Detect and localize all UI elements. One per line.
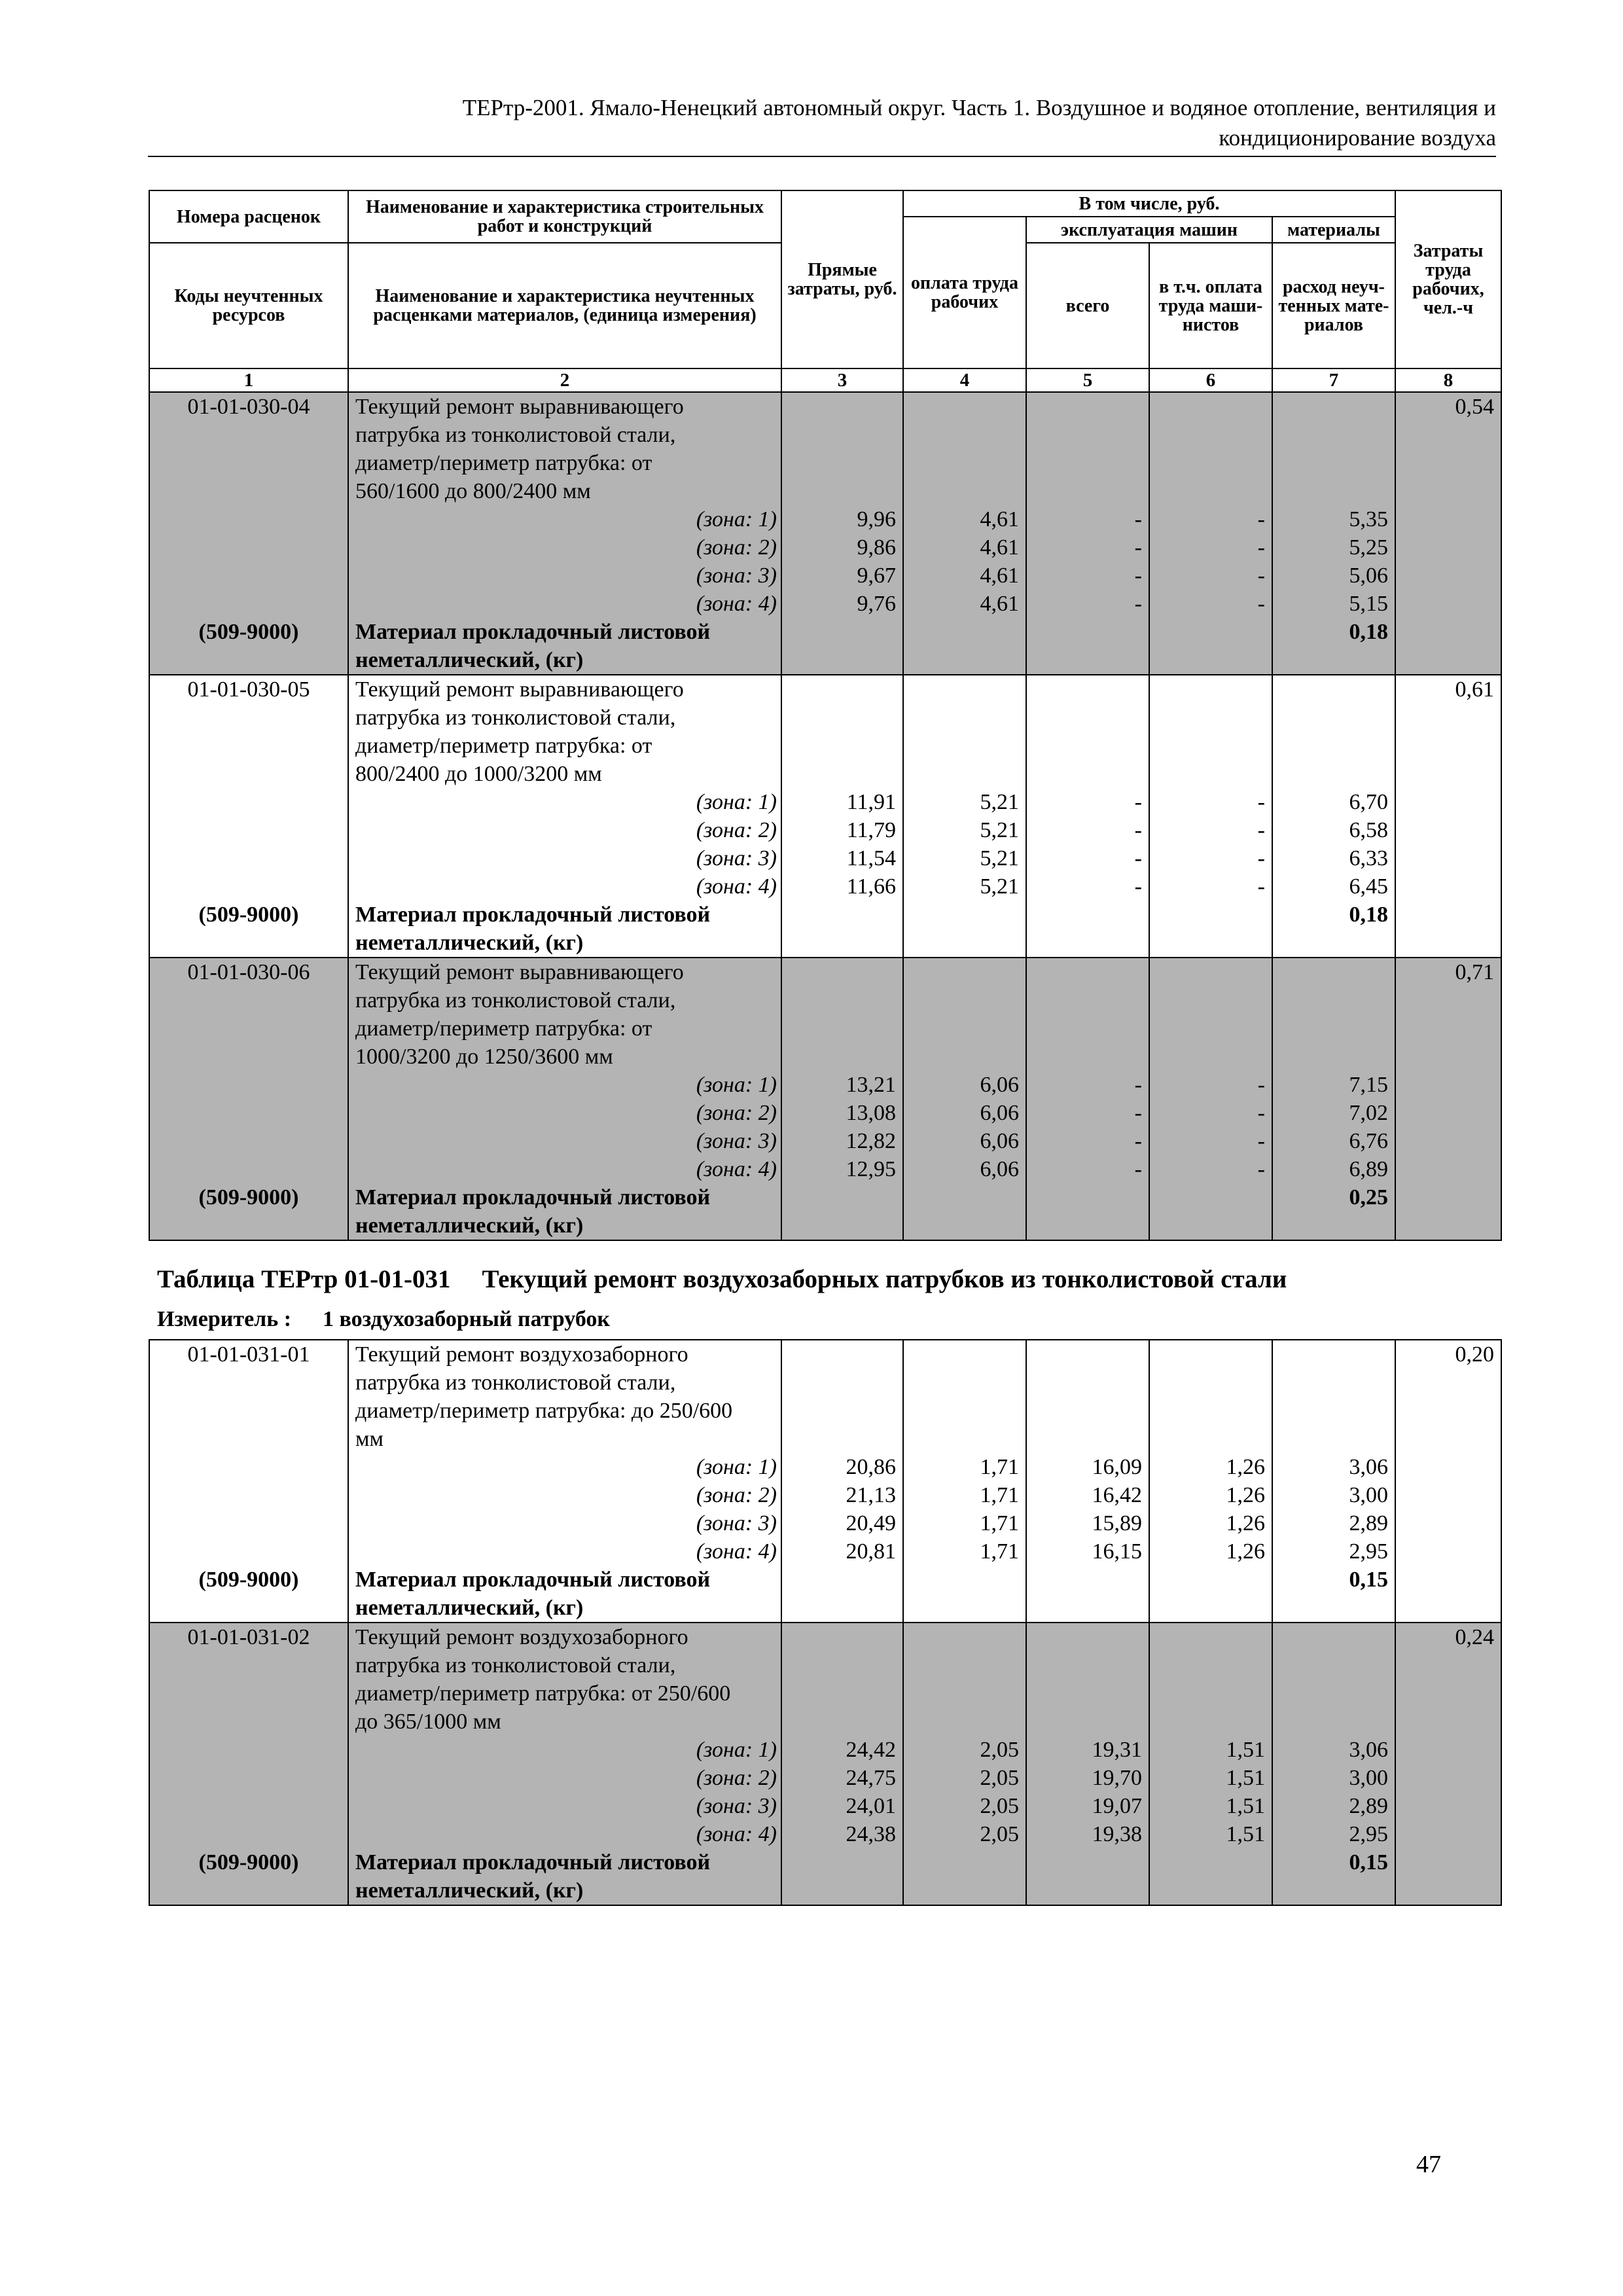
rate-code-cell xyxy=(149,675,348,958)
machinist-pay-cell xyxy=(1149,675,1272,958)
rate-description-cell xyxy=(348,1623,781,1905)
machinist-pay-value: - xyxy=(1257,1129,1265,1153)
description-line: 1000/3200 до 1250/3600 мм xyxy=(355,1045,613,1069)
worker-pay-value: 1,71 xyxy=(980,1539,1019,1564)
labor-value: 0,71 xyxy=(1455,960,1494,984)
direct-cost-value: 9,96 xyxy=(857,507,896,531)
materials-value: 6,45 xyxy=(1349,874,1388,899)
worker-pay-cell xyxy=(903,1340,1026,1623)
machinist-pay-value: - xyxy=(1257,1073,1265,1097)
material-name-line: неметаллический, (кг) xyxy=(355,931,584,955)
total-header: всего xyxy=(1026,243,1149,368)
zone-label: (зона: 1) xyxy=(696,1455,777,1479)
materials-value: 6,58 xyxy=(1349,818,1388,842)
zone-label: (зона: 1) xyxy=(696,790,777,814)
zone-label: (зона: 4) xyxy=(696,1157,777,1181)
direct-cost-value: 13,08 xyxy=(846,1101,896,1125)
worker-pay-value: 4,61 xyxy=(980,507,1019,531)
material-name-line: Материал прокладочный листовой xyxy=(355,620,711,644)
materials-cell xyxy=(1272,958,1395,1240)
material-name-line: неметаллический, (кг) xyxy=(355,1596,584,1620)
material-code: (509-9000) xyxy=(198,903,299,927)
worker-pay-value: 2,05 xyxy=(980,1822,1019,1846)
unaccounted-materials-header: расход неуч-тенных мате-риалов xyxy=(1272,243,1395,368)
direct-cost-value: 12,95 xyxy=(846,1157,896,1181)
machinist-pay-value: 1,26 xyxy=(1226,1511,1265,1535)
materials-value: 2,95 xyxy=(1349,1539,1388,1564)
materials-value: 2,95 xyxy=(1349,1822,1388,1846)
description-line: Текущий ремонт выравнивающего xyxy=(355,395,684,419)
materials-value: 6,33 xyxy=(1349,846,1388,870)
materials-cell xyxy=(1272,1340,1395,1623)
worker-pay-value: 4,61 xyxy=(980,592,1019,616)
machines-total-value: - xyxy=(1134,846,1142,870)
machine-operation-header: эксплуатация машин xyxy=(1026,217,1272,243)
worker-pay-cell xyxy=(903,392,1026,675)
worker-pay-value: 2,05 xyxy=(980,1766,1019,1790)
machinist-pay-value: - xyxy=(1257,846,1265,870)
machines-total-value: - xyxy=(1134,592,1142,616)
description-line: Текущий ремонт воздухозаборного xyxy=(355,1625,688,1649)
table-title: Текущий ремонт воздухозаборных патрубков из тонколистовой стали xyxy=(482,1265,1287,1293)
table-body xyxy=(149,1340,1501,1905)
material-name-line: неметаллический, (кг) xyxy=(355,648,584,672)
worker-pay-value: 1,71 xyxy=(980,1455,1019,1479)
machinist-pay-value: 1,26 xyxy=(1226,1483,1265,1507)
direct-cost-value: 20,49 xyxy=(846,1511,896,1535)
description-line: патрубка из тонколистовой стали, xyxy=(355,1653,676,1677)
description-line: 800/2400 до 1000/3200 мм xyxy=(355,762,602,786)
price-numbers-header: Номера расценок xyxy=(149,190,348,243)
rate-code-cell xyxy=(149,392,348,675)
machinist-pay-value: - xyxy=(1257,1101,1265,1125)
rate-description-cell xyxy=(348,1340,781,1623)
material-name-header: Наименование и характеристика неучтенных расценками материалов, (единица измерения) xyxy=(348,243,781,368)
materials-cell xyxy=(1272,392,1395,675)
description-line: патрубка из тонколистовой стали, xyxy=(355,423,676,447)
direct-cost-value: 12,82 xyxy=(846,1129,896,1153)
zone-label: (зона: 2) xyxy=(696,535,777,560)
table-row xyxy=(149,1623,1501,1905)
col-number: 1 xyxy=(149,368,348,392)
table-row xyxy=(149,675,1501,958)
table-body xyxy=(149,392,1501,1240)
machines-total-value: 16,15 xyxy=(1092,1539,1142,1564)
materials-value: 3,00 xyxy=(1349,1483,1388,1507)
material-name-line: Материал прокладочный листовой xyxy=(355,903,711,927)
labor-cell xyxy=(1395,675,1501,958)
worker-pay-cell xyxy=(903,1623,1026,1905)
col-number: 2 xyxy=(348,368,781,392)
direct-cost-value: 24,42 xyxy=(846,1738,896,1762)
column-numbers-row xyxy=(149,368,1501,392)
page-header xyxy=(148,93,1496,153)
machines-total-value: - xyxy=(1134,1157,1142,1181)
direct-cost-value: 13,21 xyxy=(846,1073,896,1097)
materials-value: 7,15 xyxy=(1349,1073,1388,1097)
materials-value: 2,89 xyxy=(1349,1511,1388,1535)
rate-code: 01-01-031-02 xyxy=(187,1625,310,1649)
section-title xyxy=(157,1265,1318,1294)
material-code: (509-9000) xyxy=(198,620,299,644)
machinist-pay-value: 1,51 xyxy=(1226,1738,1265,1762)
col-number: 5 xyxy=(1026,368,1149,392)
machinist-pay-value: - xyxy=(1257,790,1265,814)
labor-value: 0,20 xyxy=(1455,1342,1494,1367)
table-row xyxy=(149,958,1501,1240)
material-name-line: Материал прокладочный листовой xyxy=(355,1185,711,1210)
zone-label: (зона: 3) xyxy=(696,1129,777,1153)
description-line: диаметр/периметр патрубка: от xyxy=(355,451,652,475)
zone-label: (зона: 4) xyxy=(696,874,777,899)
rate-code: 01-01-030-04 xyxy=(187,395,310,419)
direct-cost-value: 20,81 xyxy=(846,1539,896,1564)
worker-pay-value: 6,06 xyxy=(980,1073,1019,1097)
machinist-pay-cell xyxy=(1149,392,1272,675)
direct-costs-cell xyxy=(781,958,903,1240)
resource-codes-header: Коды неучтенных ресурсов xyxy=(149,243,348,368)
machines-total-cell xyxy=(1026,958,1149,1240)
table-header xyxy=(149,190,1501,392)
material-code: (509-9000) xyxy=(198,1850,299,1874)
rates-table-031 xyxy=(149,1339,1502,1906)
worker-pay-value: 6,06 xyxy=(980,1101,1019,1125)
worker-pay-value: 6,06 xyxy=(980,1129,1019,1153)
direct-costs-cell xyxy=(781,392,903,675)
page-number: 47 xyxy=(1416,2151,1441,2178)
machinist-pay-header: в т.ч. оплата труда маши-нистов xyxy=(1149,243,1272,368)
rate-code: 01-01-030-05 xyxy=(187,677,310,702)
labor-value: 0,61 xyxy=(1455,677,1494,702)
materials-value: 5,25 xyxy=(1349,535,1388,560)
material-name-line: Материал прокладочный листовой xyxy=(355,1850,711,1874)
rate-code: 01-01-031-01 xyxy=(187,1342,310,1367)
machines-total-value: 19,31 xyxy=(1092,1738,1142,1762)
labor-costs-header: Затраты труда рабочих, чел.-ч xyxy=(1395,190,1501,368)
zone-label: (зона: 2) xyxy=(696,1101,777,1125)
header-line-1: ТЕРтр-2001. Ямало-Ненецкий автономный округ. Часть 1. Воздушное и водяное отопление, вентиляция и xyxy=(462,95,1496,120)
machinist-pay-cell xyxy=(1149,1623,1272,1905)
direct-cost-value: 11,79 xyxy=(846,818,896,842)
direct-cost-value: 9,76 xyxy=(857,592,896,616)
machinist-pay-value: 1,51 xyxy=(1226,1794,1265,1818)
labor-cell xyxy=(1395,1623,1501,1905)
meter-label: Измеритель : xyxy=(157,1307,292,1331)
worker-pay-value: 2,05 xyxy=(980,1738,1019,1762)
worker-pay-value: 4,61 xyxy=(980,564,1019,588)
zone-label: (зона: 3) xyxy=(696,1794,777,1818)
description-line: Текущий ремонт выравнивающего xyxy=(355,677,684,702)
table-id: Таблица ТЕРтр 01-01-031 xyxy=(157,1265,451,1293)
col-number: 7 xyxy=(1272,368,1395,392)
machines-total-value: - xyxy=(1134,1101,1142,1125)
rate-code-cell xyxy=(149,1623,348,1905)
labor-cell xyxy=(1395,1340,1501,1623)
materials-value: 3,06 xyxy=(1349,1455,1388,1479)
worker-pay-value: 2,05 xyxy=(980,1794,1019,1818)
machines-total-value: 19,07 xyxy=(1092,1794,1142,1818)
materials-value: 7,02 xyxy=(1349,1101,1388,1125)
description-line: до 365/1000 мм xyxy=(355,1710,501,1734)
worker-pay-value: 5,21 xyxy=(980,818,1019,842)
material-qty: 0,25 xyxy=(1349,1185,1388,1210)
machines-total-value: 16,42 xyxy=(1092,1483,1142,1507)
description-line: диаметр/периметр патрубка: от xyxy=(355,1016,652,1041)
rate-description-cell xyxy=(348,958,781,1240)
header-rule xyxy=(148,156,1496,157)
meter-line xyxy=(157,1307,610,1332)
description-line: патрубка из тонколистовой стали, xyxy=(355,1371,676,1395)
col-number: 8 xyxy=(1395,368,1501,392)
rates-table-030 xyxy=(149,190,1502,1241)
machines-total-value: - xyxy=(1134,874,1142,899)
labor-value: 0,54 xyxy=(1455,395,1494,419)
worker-pay-cell xyxy=(903,675,1026,958)
zone-label: (зона: 1) xyxy=(696,1738,777,1762)
description-line: патрубка из тонколистовой стали, xyxy=(355,706,676,730)
zone-label: (зона: 2) xyxy=(696,1483,777,1507)
rate-description-cell xyxy=(348,675,781,958)
machines-total-value: - xyxy=(1134,535,1142,560)
machinist-pay-cell xyxy=(1149,958,1272,1240)
material-name-line: неметаллический, (кг) xyxy=(355,1878,584,1903)
zone-label: (зона: 2) xyxy=(696,1766,777,1790)
machines-total-value: 19,70 xyxy=(1092,1766,1142,1790)
machines-total-value: - xyxy=(1134,818,1142,842)
worker-pay-header: оплата труда рабочих xyxy=(903,217,1026,368)
description-line: диаметр/периметр патрубка: до 250/600 xyxy=(355,1399,733,1423)
rate-code-cell xyxy=(149,958,348,1240)
zone-label: (зона: 4) xyxy=(696,1822,777,1846)
direct-cost-value: 9,67 xyxy=(857,564,896,588)
description-line: диаметр/периметр патрубка: от 250/600 xyxy=(355,1681,731,1706)
machinist-pay-value: - xyxy=(1257,1157,1265,1181)
machines-total-value: 16,09 xyxy=(1092,1455,1142,1479)
zone-label: (зона: 4) xyxy=(696,1539,777,1564)
direct-cost-value: 11,54 xyxy=(846,846,896,870)
materials-cell xyxy=(1272,675,1395,958)
materials-value: 6,76 xyxy=(1349,1129,1388,1153)
direct-costs-cell xyxy=(781,1623,903,1905)
machines-total-value: - xyxy=(1134,790,1142,814)
materials-value: 5,35 xyxy=(1349,507,1388,531)
including-header: В том числе, руб. xyxy=(903,190,1395,217)
material-qty: 0,18 xyxy=(1349,620,1388,644)
description-line: Текущий ремонт воздухозаборного xyxy=(355,1342,688,1367)
rate-code: 01-01-030-06 xyxy=(187,960,310,984)
col-number: 6 xyxy=(1149,368,1272,392)
machinist-pay-value: - xyxy=(1257,874,1265,899)
materials-value: 3,06 xyxy=(1349,1738,1388,1762)
machinist-pay-value: 1,26 xyxy=(1226,1539,1265,1564)
material-name-line: неметаллический, (кг) xyxy=(355,1213,584,1238)
table-row xyxy=(149,1340,1501,1623)
direct-costs-cell xyxy=(781,1340,903,1623)
direct-cost-value: 21,13 xyxy=(846,1483,896,1507)
machinist-pay-value: - xyxy=(1257,818,1265,842)
labor-cell xyxy=(1395,392,1501,675)
zone-label: (зона: 4) xyxy=(696,592,777,616)
machines-total-value: - xyxy=(1134,564,1142,588)
description-line: диаметр/периметр патрубка: от xyxy=(355,734,652,758)
zone-label: (зона: 3) xyxy=(696,564,777,588)
rate-code-cell xyxy=(149,1340,348,1623)
machines-total-cell xyxy=(1026,1340,1149,1623)
machines-total-value: - xyxy=(1134,1129,1142,1153)
direct-costs-header: Прямые затраты, руб. xyxy=(781,190,903,368)
direct-cost-value: 24,38 xyxy=(846,1822,896,1846)
material-name-line: Материал прокладочный листовой xyxy=(355,1568,711,1592)
zone-label: (зона: 1) xyxy=(696,507,777,531)
header-line-2: кондиционирование воздуха xyxy=(1219,125,1496,151)
machines-total-cell xyxy=(1026,1623,1149,1905)
material-code: (509-9000) xyxy=(198,1185,299,1210)
materials-value: 2,89 xyxy=(1349,1794,1388,1818)
direct-cost-value: 11,66 xyxy=(846,874,896,899)
materials-value: 5,15 xyxy=(1349,592,1388,616)
materials-cell xyxy=(1272,1623,1395,1905)
col-number: 3 xyxy=(781,368,903,392)
worker-pay-cell xyxy=(903,958,1026,1240)
direct-costs-cell xyxy=(781,675,903,958)
zone-label: (зона: 1) xyxy=(696,1073,777,1097)
work-name-header: Наименование и характеристика строительных работ и конструкций xyxy=(348,190,781,243)
material-code: (509-9000) xyxy=(198,1568,299,1592)
machinist-pay-value: - xyxy=(1257,592,1265,616)
direct-cost-value: 24,75 xyxy=(846,1766,896,1790)
material-qty: 0,18 xyxy=(1349,903,1388,927)
worker-pay-value: 1,71 xyxy=(980,1483,1019,1507)
materials-value: 6,89 xyxy=(1349,1157,1388,1181)
direct-cost-value: 11,91 xyxy=(846,790,896,814)
rate-description-cell xyxy=(348,392,781,675)
worker-pay-value: 5,21 xyxy=(980,846,1019,870)
machines-total-cell xyxy=(1026,392,1149,675)
worker-pay-value: 5,21 xyxy=(980,790,1019,814)
machines-total-value: - xyxy=(1134,1073,1142,1097)
machines-total-cell xyxy=(1026,675,1149,958)
worker-pay-value: 4,61 xyxy=(980,535,1019,560)
zone-label: (зона: 3) xyxy=(696,1511,777,1535)
machines-total-value: 19,38 xyxy=(1092,1822,1142,1846)
zone-label: (зона: 3) xyxy=(696,846,777,870)
materials-value: 3,00 xyxy=(1349,1766,1388,1790)
description-line: патрубка из тонколистовой стали, xyxy=(355,988,676,1013)
direct-cost-value: 24,01 xyxy=(846,1794,896,1818)
materials-value: 5,06 xyxy=(1349,564,1388,588)
machinist-pay-value: 1,26 xyxy=(1226,1455,1265,1479)
machinist-pay-value: 1,51 xyxy=(1226,1766,1265,1790)
description-line: 560/1600 до 800/2400 мм xyxy=(355,479,591,503)
material-qty: 0,15 xyxy=(1349,1850,1388,1874)
description-line: мм xyxy=(355,1427,384,1451)
machinist-pay-cell xyxy=(1149,1340,1272,1623)
col-number: 4 xyxy=(903,368,1026,392)
direct-cost-value: 9,86 xyxy=(857,535,896,560)
worker-pay-value: 5,21 xyxy=(980,874,1019,899)
worker-pay-value: 6,06 xyxy=(980,1157,1019,1181)
materials-value: 6,70 xyxy=(1349,790,1388,814)
material-qty: 0,15 xyxy=(1349,1568,1388,1592)
machinist-pay-value: - xyxy=(1257,564,1265,588)
machinist-pay-value: - xyxy=(1257,507,1265,531)
zone-label: (зона: 2) xyxy=(696,818,777,842)
description-line: Текущий ремонт выравнивающего xyxy=(355,960,684,984)
labor-cell xyxy=(1395,958,1501,1240)
worker-pay-value: 1,71 xyxy=(980,1511,1019,1535)
machinist-pay-value: - xyxy=(1257,535,1265,560)
machinist-pay-value: 1,51 xyxy=(1226,1822,1265,1846)
meter-value: 1 воздухозаборный патрубок xyxy=(323,1307,610,1331)
machines-total-value: - xyxy=(1134,507,1142,531)
materials-header: материалы xyxy=(1272,217,1395,243)
direct-cost-value: 20,86 xyxy=(846,1455,896,1479)
table-row xyxy=(149,392,1501,675)
labor-value: 0,24 xyxy=(1455,1625,1494,1649)
machines-total-value: 15,89 xyxy=(1092,1511,1142,1535)
